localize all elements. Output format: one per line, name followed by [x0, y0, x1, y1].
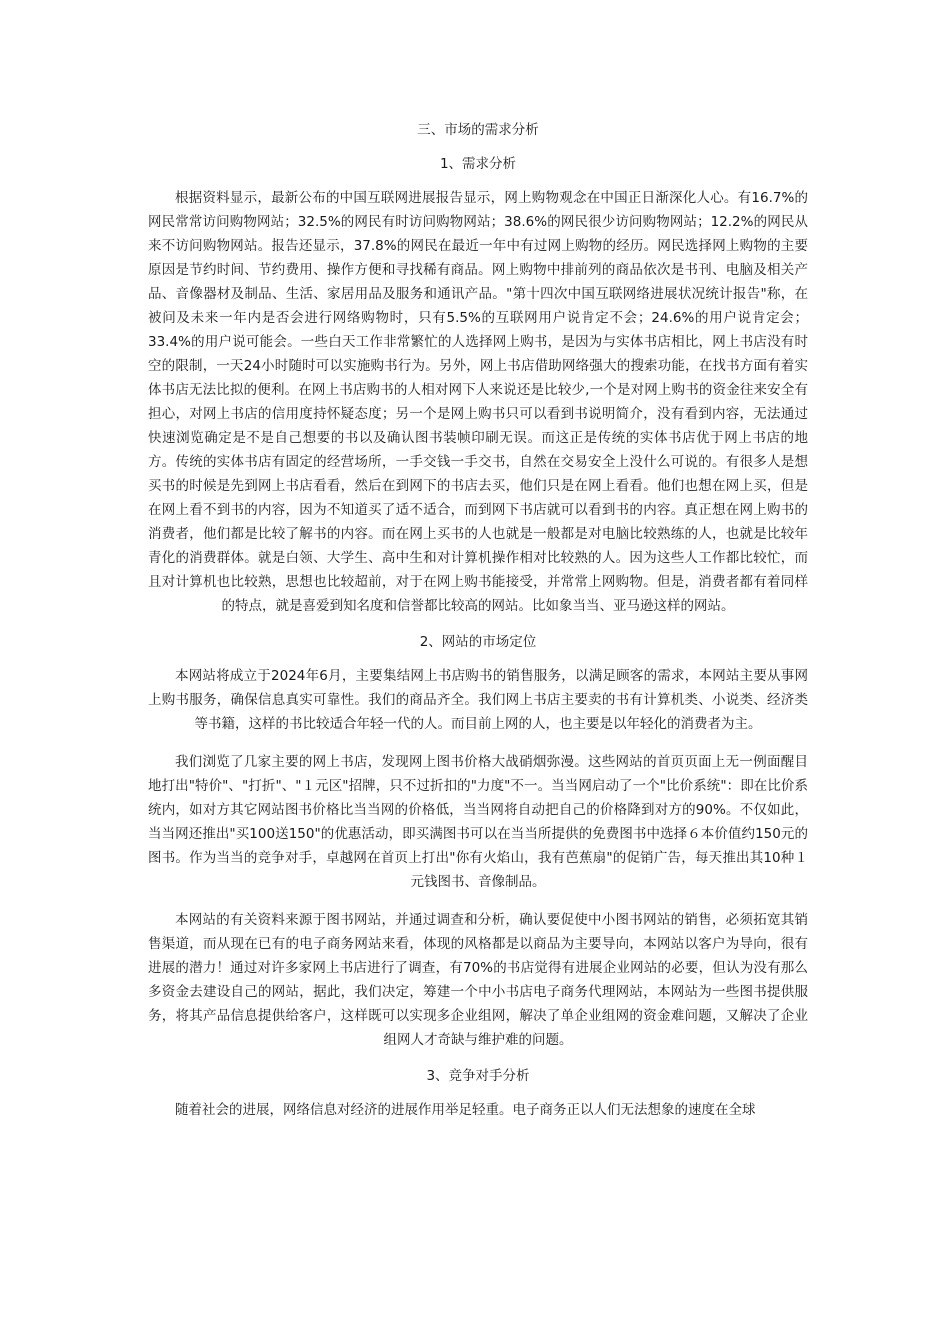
paragraph-positioning-1: 本网站将成立于2024年6月，主要集结网上书店购书的销售服务，以满足顾客的需求，本网站主要从事网上购书服务，确保信息真实可靠性。我们的商品齐全。我们网上书店主要卖的书有计算机类、小说类、经济类等书籍，这样的书比较适合年轻一代的人。而目前上网的人，也主要是以年轻化的消费者为主。 [148, 668, 808, 732]
paragraph-demand-analysis: 根据资料显示，最新公布的中国互联网进展报告显示，网上购物观念在中国正日渐深化人心。有16.7%的网民常常访问购物网站；32.5%的网民有时访问购物网站；38.6%的网民很少访问购物网站；12.2%的网民从来不访问购物网站。报告还显示，37.8%的网民在最近一年中有过网上购物的经历。网民选择网上购物的主要原因是节约时间、节约费用、操作方便和寻找稀有商品。网上购物中排前列的商品依次是书刊、电脑及相关产品、音像器材及制品、生活、家居用品及服务和通讯产品。"第十四次中国互联网络进展状况统计报告"称，在被问及未来一年内是否会进行网络购物时，只有5.5%的互联网用户说肯定不会；24.6%的用户说肯定会；33.4%的用户说可能会。一些白天工作非常繁忙的人选择网上购书，是因为与实体书店相比，网上书店没有时空的限制，一天24小时随时可以实施购书行为。另外，网上书店借助网络强大的搜索功能，在找书方面有着实体书店无法比拟的便利。在网上书店购书的人相对网下人来说还是比较少,一个是对网上购书的资金往来安全有担心，对网上书店的信用度持怀疑态度；另一个是网上购书只可以看到书说明简介，没有看到内容，无法通过快速浏览确定是不是自己想要的书以及确认图书装帧印刷无误。而这正是传统的实体书店优于网上书店的地方。传统的实体书店有固定的经营场所，一手交钱一手交书，自然在交易安全上没什么可说的。有很多人是想买书的时候是先到网上书店看看，然后在到网下的书店去买，他们只是在网上看看。他们也想在网上买，但是在网上看不到书的内容，因为不知道买了适不适合，而到网下书店就可以看到书的内容。真正想在网上购书的消费者，他们都是比较了解书的内容。而在网上买书的人也就是一般都是对电脑比较熟练的人，也就是比较年青化的消费群体。就是白领、大学生、高中生和对计算机操作相对比较熟的人。因为这些人工作都比较忙，而且对计算机也比较熟，思想也比较超前，对于在网上购书能接受，并常常上网购物。但是，消费者都有着同样的特点，就是喜爱到知名度和信誉都比较高的网站。比如象当当、亚马逊这样的网站。 [148, 190, 808, 614]
section-title: 三、市场的需求分析 [417, 122, 539, 138]
paragraph-positioning-2: 我们浏览了几家主要的网上书店，发现网上图书价格大战硝烟弥漫。这些网站的首页页面上无一例面醒目地打出"特价"、"打折"、"１元区"招牌，只不过折扣的"力度"不一。当当网启动了一个"比价系统"：即在比价系统内，如对方其它网站图书价格比当当网的价格低，当当网将自动把自己的价格降到对方的90%。不仅如此，当当网还推出"买100送150"的优惠活动，即买满图书可以在当当所提供的免费图书中选择６本价值约150元的图书。作为当当的竞争对手，卓越网在首页上打出"你有火焰山，我有芭蕉扇"的促销广告，每天推出其10种１元钱图书、音像制品。 [148, 754, 808, 890]
subsection-title-positioning: 2、网站的市场定位 [419, 634, 537, 650]
subsection-title-demand: 1、需求分析 [439, 156, 517, 172]
paragraph-positioning-3: 本网站的有关资料来源于图书网站，并通过调查和分析，确认要促使中小图书网站的销售，必须拓宽其销售渠道，而从现在已有的电子商务网站来看，体现的风格都是以商品为主要导向，本网站以客户为导向，很有进展的潜力！通过对许多家网上书店进行了调查，有70%的书店觉得有进展企业网站的必要，但认为没有那么多资金去建设自己的网站，据此，我们决定，筹建一个中小书店电子商务代理网站，本网站为一些图书提供服务，将其产品信息提供给客户，这样既可以实现多企业组网，解决了单企业组网的资金难问题，又解决了企业组网人才奇缺与维护难的问题。 [148, 912, 808, 1048]
subsection-title-competitors: 3、竞争对手分析 [426, 1068, 530, 1084]
document-page [148, 120, 808, 1132]
paragraph-competitors: 随着社会的进展，网络信息对经济的进展作用举足轻重。电子商务正以人们无法想象的速度在全球 [175, 1102, 756, 1118]
